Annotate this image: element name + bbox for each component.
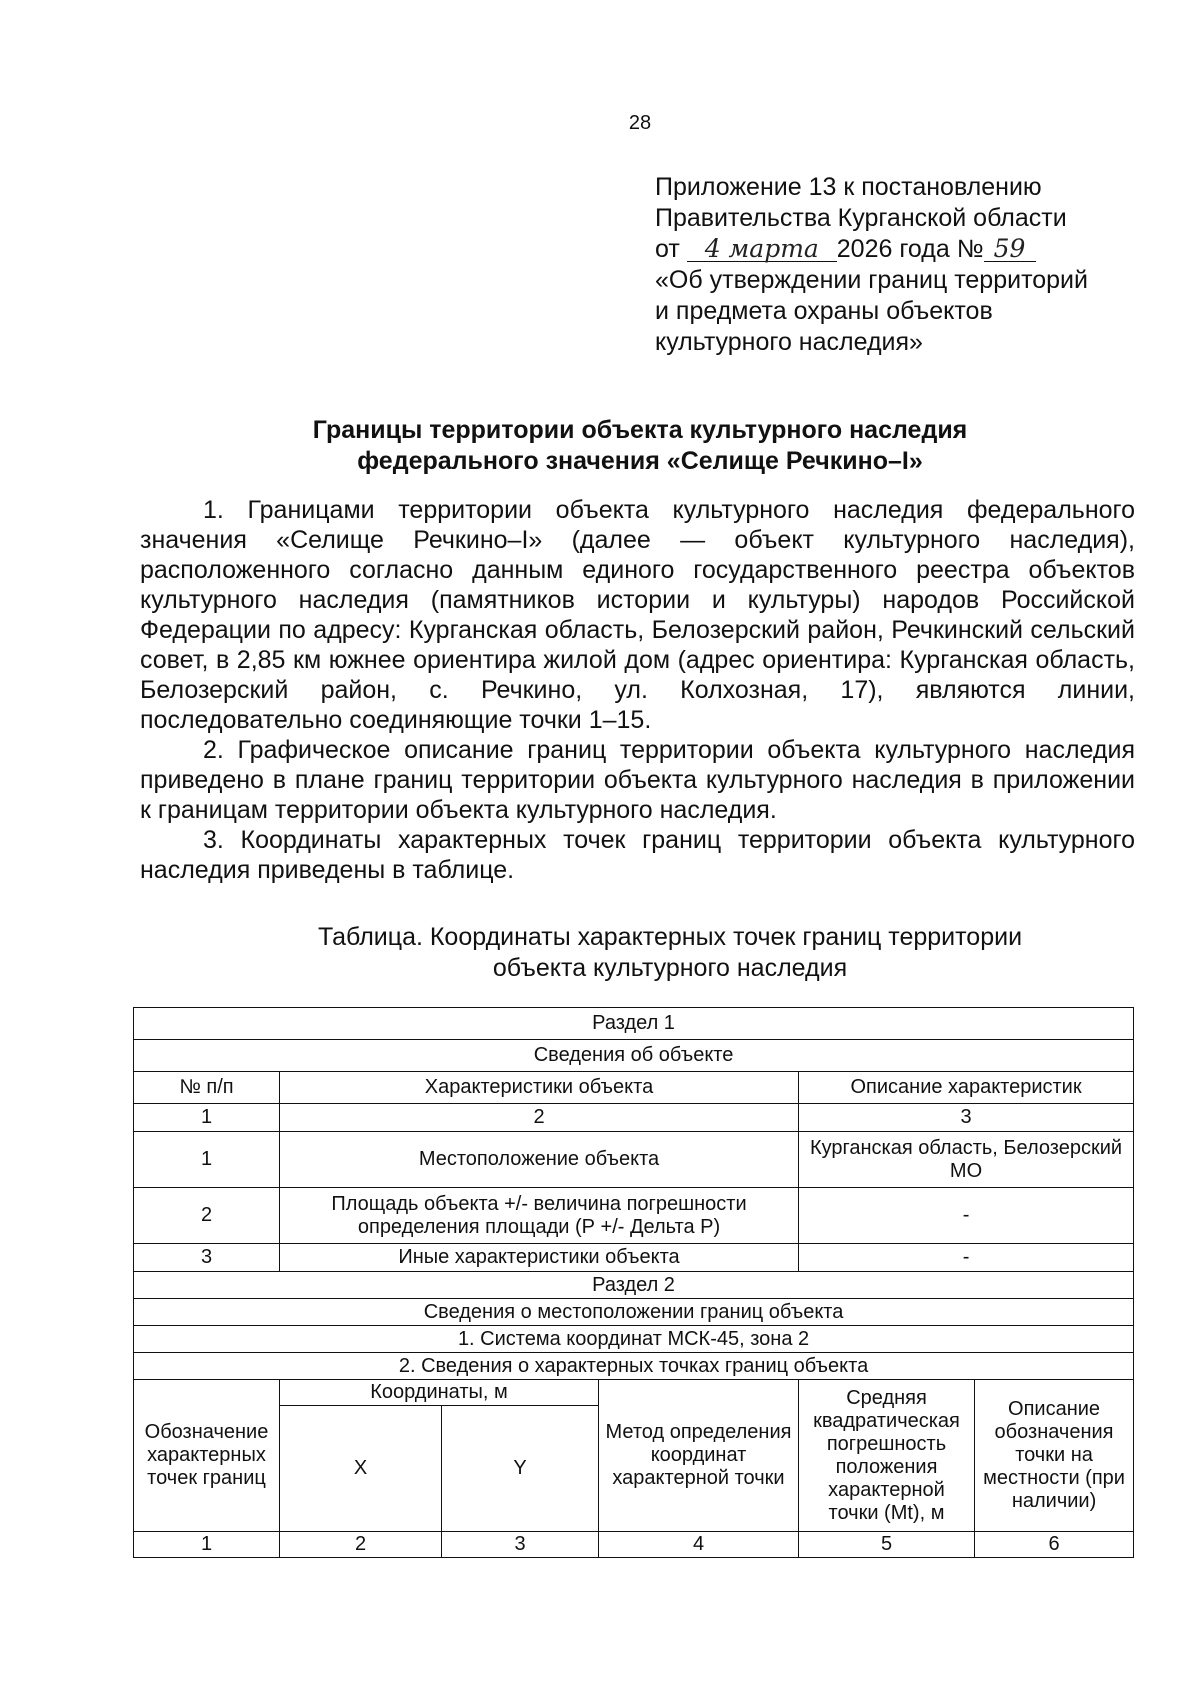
table-caption bbox=[290, 922, 1050, 984]
appendix-from-label: от bbox=[655, 235, 680, 263]
appendix-date-line bbox=[655, 234, 1088, 265]
column-number-5: 5 bbox=[799, 1532, 975, 1558]
points-title: 2. Сведения о характерных точках границ объекта bbox=[134, 1353, 1134, 1380]
column-number-3: 3 bbox=[799, 1104, 1134, 1132]
appendix-block bbox=[655, 172, 1088, 358]
appendix-line-2: Правительства Курганской области bbox=[655, 204, 1067, 232]
row-characteristic: Площадь объекта +/- величина погрешности определения площади (Р +/- Дельта Р) bbox=[280, 1188, 799, 1244]
header-row-number: № п/п bbox=[134, 1072, 280, 1104]
appendix-number-label: № bbox=[956, 235, 984, 263]
header-description: Описание характеристик bbox=[799, 1072, 1134, 1104]
document-title bbox=[0, 415, 1200, 477]
header-point-designation: Обозначение характерных точек границ bbox=[134, 1380, 280, 1532]
paragraph-2: 2. Графическое описание границ территории объекта культурного наследия приведено в плане границ территории объекта культурного наследия в приложении к границам территории объекта культурного наследия. bbox=[140, 736, 1135, 824]
header-coordinates: Координаты, м bbox=[280, 1380, 599, 1406]
table-row bbox=[134, 1188, 1134, 1244]
row-value: - bbox=[799, 1188, 1134, 1244]
handwritten-number: 59 bbox=[984, 237, 1036, 262]
section-2-title: Сведения о местоположении границ объекта bbox=[134, 1299, 1134, 1326]
table-caption-line-1: Таблица. Координаты характерных точек границ территории bbox=[317, 923, 1023, 951]
page-number: 28 bbox=[628, 112, 652, 134]
column-number-6: 6 bbox=[975, 1532, 1134, 1558]
section-1-heading: Раздел 1 bbox=[134, 1008, 1134, 1040]
appendix-line-6: культурного наследия» bbox=[655, 328, 923, 356]
row-value: Курганская область, Белозерский МО bbox=[799, 1132, 1134, 1188]
header-accuracy: Средняя квадратическая погрешность положения характерной точки (Mt), м bbox=[799, 1380, 975, 1532]
header-characteristic: Характеристики объекта bbox=[280, 1072, 799, 1104]
header-x: X bbox=[280, 1406, 442, 1532]
header-method: Метод определения координат характерной точки bbox=[599, 1380, 799, 1532]
body-text bbox=[140, 495, 1135, 885]
coordinate-system: 1. Система координат МСК-45, зона 2 bbox=[134, 1326, 1134, 1353]
column-number-1: 1 bbox=[134, 1104, 280, 1132]
appendix-line-5: и предмета охраны объектов bbox=[655, 297, 993, 325]
section-2-heading: Раздел 2 bbox=[134, 1272, 1134, 1299]
table-row bbox=[134, 1132, 1134, 1188]
column-number-2: 2 bbox=[280, 1532, 442, 1558]
table-caption-line-2: объекта культурного наследия bbox=[492, 954, 848, 982]
header-point-description: Описание обозначения точки на местности (при наличии) bbox=[975, 1380, 1134, 1532]
column-number-2: 2 bbox=[280, 1104, 799, 1132]
row-number: 2 bbox=[134, 1188, 280, 1244]
handwritten-date: 4 марта bbox=[687, 237, 837, 262]
column-number-4: 4 bbox=[599, 1532, 799, 1558]
appendix-line-1: Приложение 13 к постановлению bbox=[655, 173, 1042, 201]
table-row bbox=[134, 1244, 1134, 1272]
document-title-line-1: Границы территории объекта культурного наследия bbox=[312, 416, 968, 444]
row-characteristic: Иные характеристики объекта bbox=[280, 1244, 799, 1272]
row-number: 1 bbox=[134, 1132, 280, 1188]
paragraph-1: 1. Границами территории объекта культурного наследия федерального значения «Селище Речкино–I» (далее — объект культурного наследия), расположенного согласно данным единого государственного реестра объектов культурного наследия (памятников истории и культуры) народов Российской Федерации по адресу: Курганская область, Белозерский район, Речкинский сельский совет, в 2,85 км южнее ориентира жилой дом (адрес ориентира: Курганская область, Белозерский район, с. Речкино, ул. Колхозная, 17), являются линии, последовательно соединяющие точки 1–15. bbox=[140, 496, 1135, 734]
appendix-line-4: «Об утверждении границ территорий bbox=[655, 266, 1088, 294]
header-y: Y bbox=[442, 1406, 599, 1532]
coordinates-table bbox=[133, 1007, 1134, 1558]
row-number: 3 bbox=[134, 1244, 280, 1272]
appendix-year: 2026 года bbox=[836, 235, 950, 263]
column-number-1: 1 bbox=[134, 1532, 280, 1558]
document-title-line-2: федерального значения «Селище Речкино–I» bbox=[357, 447, 923, 475]
column-number-3: 3 bbox=[442, 1532, 599, 1558]
row-value: - bbox=[799, 1244, 1134, 1272]
section-1-title: Сведения об объекте bbox=[134, 1040, 1134, 1072]
row-characteristic: Местоположение объекта bbox=[280, 1132, 799, 1188]
paragraph-3: 3. Координаты характерных точек границ территории объекта культурного наследия приведены в таблице. bbox=[140, 826, 1135, 884]
